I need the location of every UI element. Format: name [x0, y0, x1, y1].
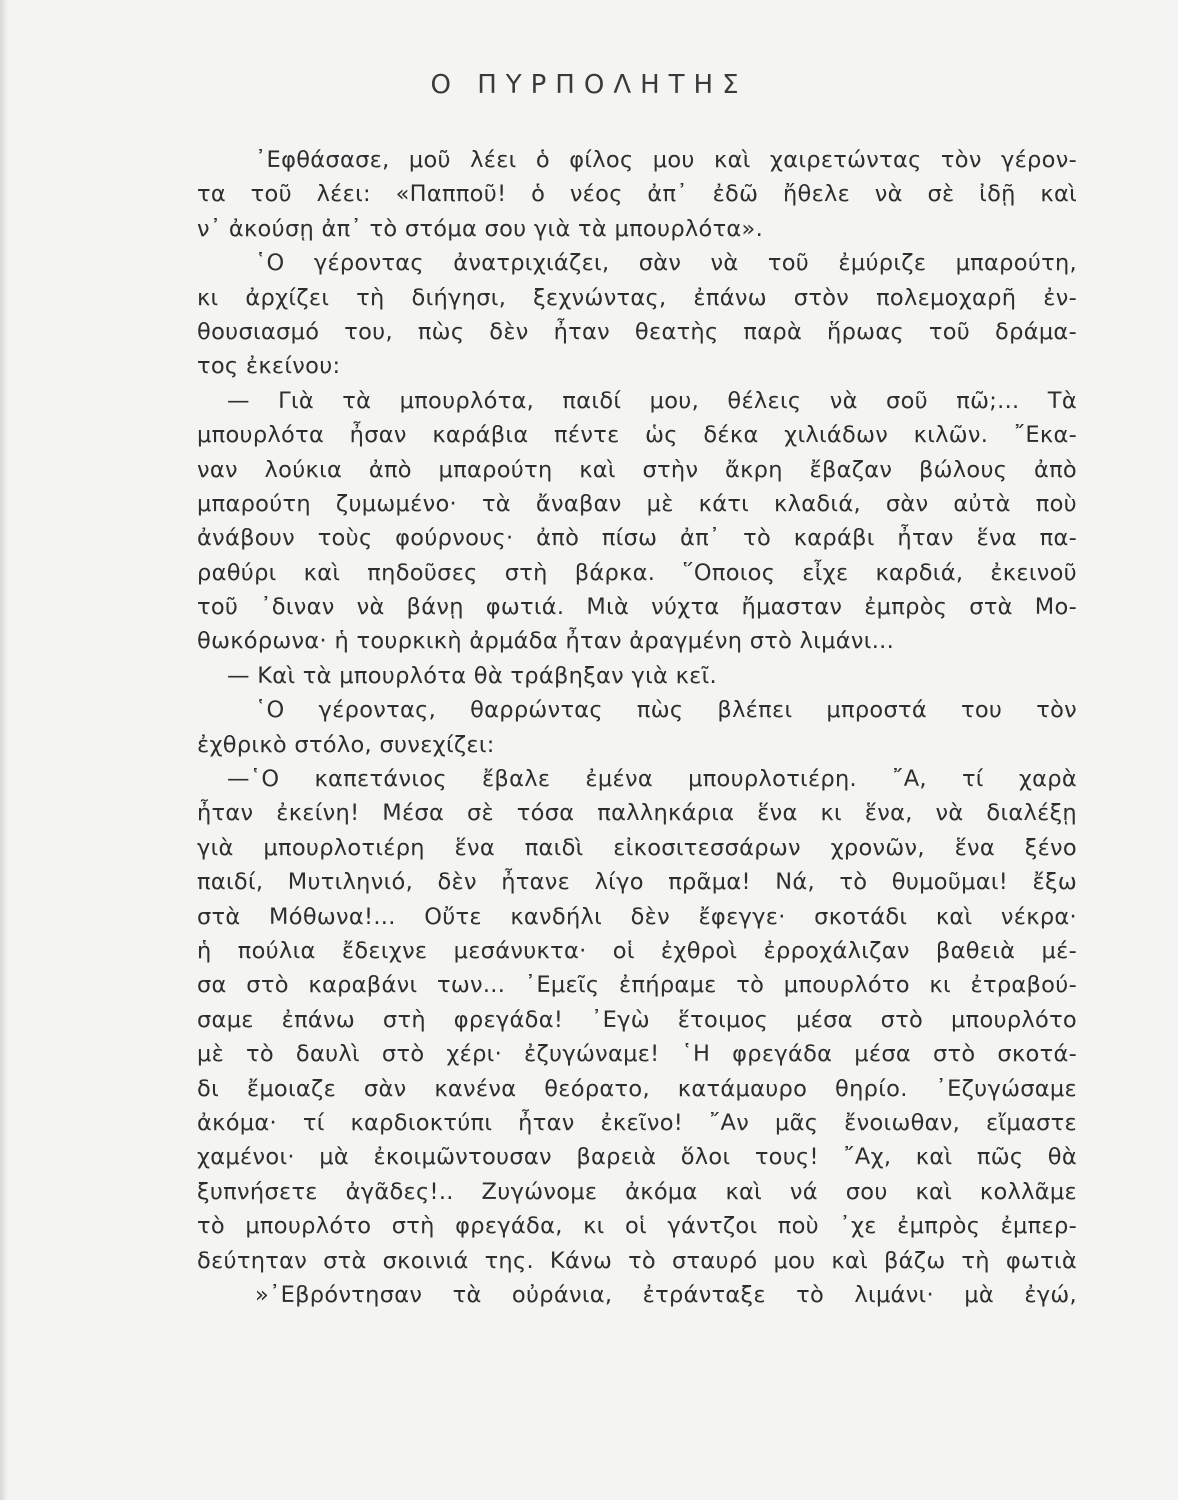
text-line: σα στὸ καραβάνι των... ᾿Εμεῖς ἐπήραμε τὸ μπουρλότο κι ἐτραβού-	[197, 972, 1077, 999]
text-line: τοῦ ᾿διναν νὰ βάνῃ φωτιά. Μιὰ νύχτα ἤμασταν ἐμπρὸς στὰ Μο-	[197, 594, 1077, 621]
text-line: ξυπνήσετε ἀγᾶδες!.. Ζυγώνομε ἀκόμα καὶ νά σου καὶ κολλᾶμε	[197, 1178, 1077, 1205]
text-line: παιδί, Μυτιληνιό, δὲν ἦτανε λίγο πρᾶμα! Νά, τὸ θυμοῦμαι! ἔξω	[197, 869, 1077, 896]
text-line: »᾿Εβρόντησαν τὰ οὐράνια, ἐτράνταξε τὸ λιμάνι· μὰ ἐγώ,	[255, 1281, 1077, 1308]
text-line: ναν λούκια ἀπὸ μπαρούτη καὶ στὴν ἄκρη ἔβαζαν βώλους ἀπὸ	[197, 456, 1077, 483]
text-line: τα τοῦ λέει: «Παπποῦ! ὁ νέος ἀπ᾿ ἐδῶ ἤθελε νὰ σὲ ἰδῇ καὶ	[197, 181, 1077, 208]
body-text	[197, 143, 1077, 1312]
text-line: ν᾿ ἀκούσῃ ἀπ᾿ τὸ στόμα σου γιὰ τὰ μπουρλότα».	[197, 215, 764, 242]
page-binding-edge	[0, 0, 8, 1500]
text-line: μὲ τὸ δαυλὶ στὸ χέρι· ἐζυγώναμε! ῾Η φρεγάδα μέσα στὸ σκοτά-	[197, 1041, 1077, 1068]
text-line: κι ἀρχίζει τὴ διήγησι, ξεχνώντας, ἐπάνω στὸν πολεμοχαρῆ ἐν-	[197, 284, 1077, 311]
text-line: χαμένοι· μὰ ἐκοιμῶντουσαν βαρειὰ ὅλοι τους! ῎Αχ, καὶ πῶς θὰ	[197, 1144, 1077, 1171]
text-line: — Καὶ τὰ μπουρλότα θὰ τράβηξαν γιὰ κεῖ.	[227, 662, 718, 689]
text-line: ραθύρι καὶ πηδοῦσες στὴ βάρκα. ῞Οποιος εἶχε καρδιά, ἐκεινοῦ	[197, 559, 1077, 586]
text-line: θωκόρωνα· ἡ τουρκικὴ ἀρμάδα ἦταν ἀραγμένη στὸ λιμάνι...	[197, 628, 895, 655]
text-line: ᾿Εφθάσασε, μοῦ λέει ὁ φίλος μου καὶ χαιρετώντας τὸν γέρον-	[255, 147, 1077, 173]
text-line: τος ἐκείνου:	[197, 353, 341, 380]
text-line: ἡ πούλια ἔδειχνε μεσάνυκτα· οἱ ἐχθροὶ ἐρροχάλιζαν βαθειὰ μέ-	[197, 937, 1077, 964]
text-line: μπουρλότα ἦσαν καράβια πέντε ὡς δέκα χιλιάδων κιλῶν. ῎Εκα-	[197, 422, 1077, 449]
text-line: — Γιὰ τὰ μπουρλότα, παιδί μου, θέλεις νὰ σοῦ πῶ;... Τὰ	[227, 387, 1077, 414]
chapter-title: Ο ΠΥΡΠΟΛΗΤΗΣ	[430, 70, 748, 100]
text-line: σαμε ἐπάνω στὴ φρεγάδα! ᾿Εγὼ ἕτοιμος μέσα στὸ μπουρλότο	[197, 1006, 1077, 1033]
text-line: δεύτηταν στὰ σκοινιά της. Κάνω τὸ σταυρό μου καὶ βάζω τὴ φωτιὰ	[197, 1247, 1077, 1274]
text-line: ἦταν ἐκείνη! Μέσα σὲ τόσα παλληκάρια ἕνα κι ἕνα, νὰ διαλέξῃ	[197, 800, 1077, 827]
text-line: μπαρούτη ζυμωμένο· τὰ ἄναβαν μὲ κάτι κλαδιά, σὰν αὐτὰ ποὺ	[197, 490, 1077, 517]
text-line: ἀνάβουν τοὺς φούρνους· ἀπὸ πίσω ἀπ᾿ τὸ καράβι ἦταν ἕνα πα-	[197, 525, 1077, 552]
text-line: δι ἔμοιαζε σὰν κανένα θεόρατο, κατάμαυρο θηρίο. ᾿Εζυγώσαμε	[197, 1075, 1077, 1102]
text-line: ἐχθρικὸ στόλο, συνεχίζει:	[197, 731, 495, 758]
text-line: ῾Ο γέροντας ἀνατριχιάζει, σὰν νὰ τοῦ ἐμύριζε μπαρούτη,	[255, 250, 1077, 277]
text-line: τὸ μπουρλότο στὴ φρεγάδα, κι οἱ γάντζοι ποὺ ᾿χε ἐμπρὸς ἐμπερ-	[197, 1213, 1077, 1240]
text-line: γιὰ μπουρλοτιέρη ἕνα παιδὶ εἰκοσιτεσσάρων χρονῶν, ἕνα ξένο	[197, 834, 1077, 861]
text-line: στὰ Μόθωνα!... Οὔτε κανδήλι δὲν ἔφεγγε· σκοτάδι καὶ νέκρα·	[197, 903, 1077, 930]
text-line: θουσιασμό του, πὼς δὲν ἦταν θεατὴς παρὰ ἥρωας τοῦ δράμα-	[197, 318, 1077, 345]
text-line: ἀκόμα· τί καρδιοκτύπι ἦταν ἐκεῖνο! ῎Αν μᾶς ἔνοιωθαν, εἴμαστε	[197, 1109, 1077, 1136]
text-line: —῾Ο καπετάνιος ἔβαλε ἐμένα μπουρλοτιέρη. ῎Α, τί χαρὰ	[227, 766, 1077, 793]
text-line: ῾Ο γέροντας, θαρρώντας πὼς βλέπει μπροστά του τὸν	[255, 697, 1077, 724]
